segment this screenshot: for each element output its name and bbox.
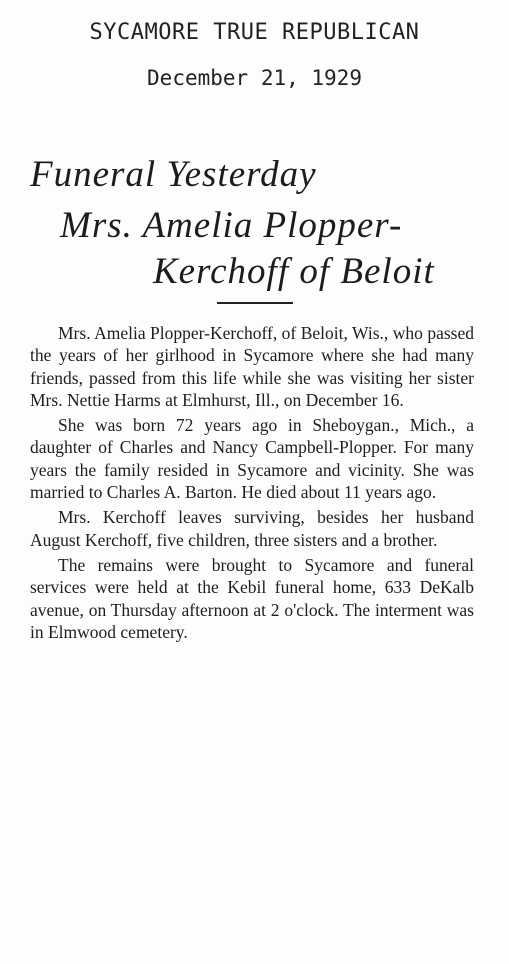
headline-divider	[217, 302, 293, 304]
article-paragraph-4: The remains were brought to Sycamore and funeral services were held at the Kebil funeral home, 633 DeKalb avenue, on Thursday afternoon at 2 o'clock. The interment was in Elmwood cemetery.	[30, 554, 474, 642]
article-paragraph-2: She was born 72 years ago in Sheboygan., Mich., a daughter of Charles and Nancy Campbell-Plopper. For many years the family resided in Sycamore and vicinity. She was married to Charles A. Barton. He died about 11 years ago.	[30, 415, 474, 503]
headline-line-1: Funeral Yesterday	[30, 154, 317, 195]
publication-date: December 21, 1929	[147, 66, 362, 90]
article-paragraph-1: Mrs. Amelia Plopper-Kerchoff, of Beloit, Wis., who passed the years of her girlhood in Sycamore where she had many friends, passed from this life while she was visiting her sister Mrs. Nettie Harms at Elmhurst, Ill., on December 16.	[30, 323, 474, 410]
article-paragraph-3: Mrs. Kerchoff leaves surviving, besides her husband August Kerchoff, five children, three sisters and a brother.	[30, 507, 474, 550]
article-body	[30, 322, 474, 646]
headline-line-2: Mrs. Amelia Plopper-	[60, 205, 403, 246]
publication-name: SYCAMORE TRUE REPUBLICAN	[89, 20, 420, 45]
headline-line-3: Kerchoff of Beloit	[153, 251, 435, 292]
